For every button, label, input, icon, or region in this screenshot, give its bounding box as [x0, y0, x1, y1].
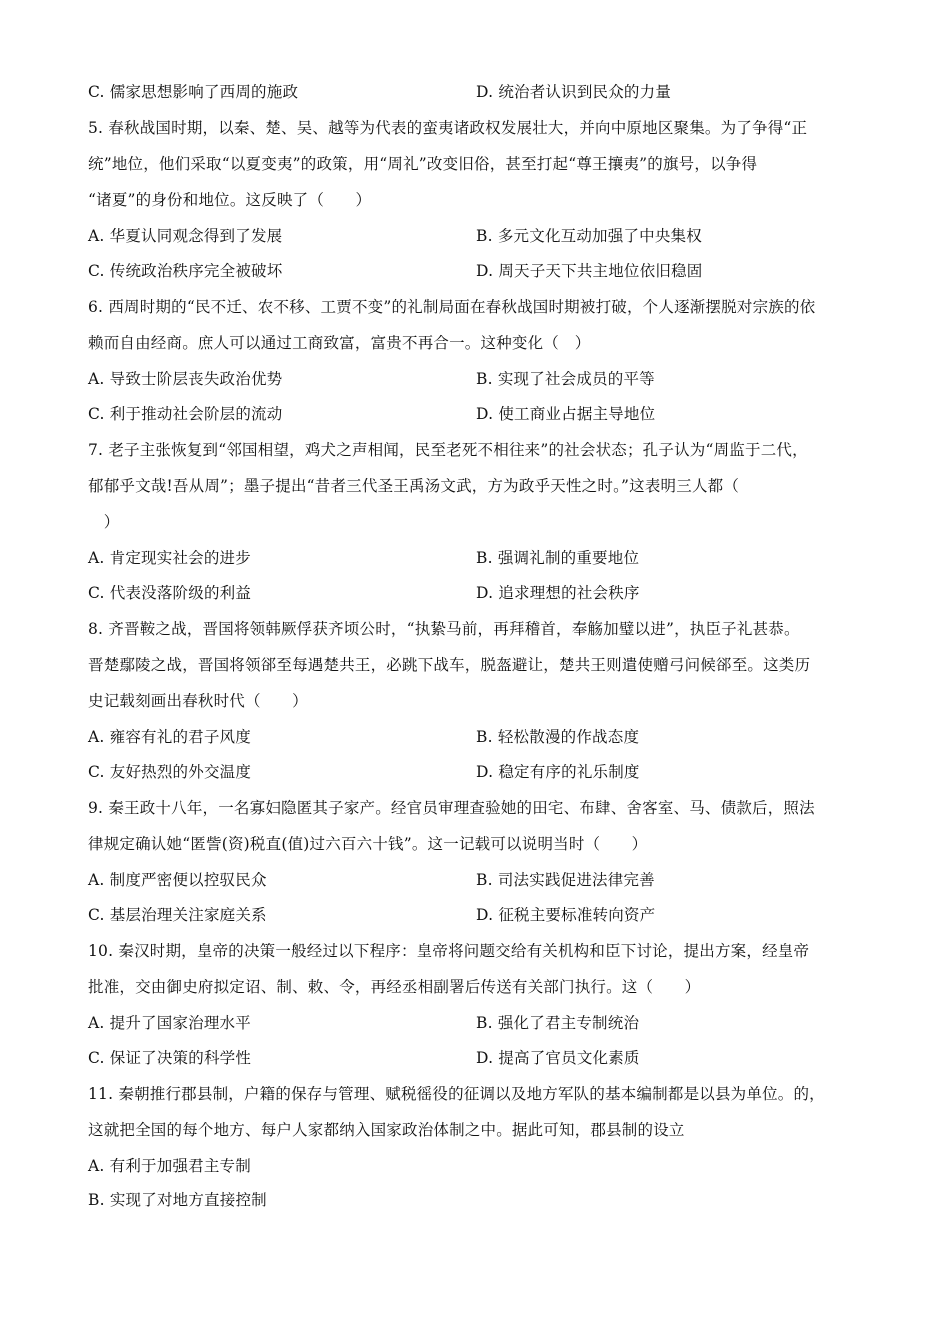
q7-stem-line-1: 7. 老子主张恢复到“邻国相望，鸡犬之声相闻，民至老死不相往来”的社会状态；孔子认为“周监于二代，: [88, 441, 808, 459]
q8-option-c: C. 友好热烈的外交温度: [88, 763, 252, 781]
q9-stem-line-1: 9. 秦王政十八年，一名寡妇隐匿其子家产。经官员审理查验她的田宅、布肆、舍客室、马、债款后，照法: [88, 799, 815, 817]
q8-stem-line-3: 史记载刻画出春秋时代（ ）: [88, 692, 308, 710]
q9-option-d: D. 征税主要标准转向资产: [476, 906, 656, 924]
q10-stem-line-2: 批准，交由御史府拟定诏、制、敕、令，再经丞相副署后传送有关部门执行。这（ ）: [88, 978, 701, 996]
q8-option-d: D. 稳定有序的礼乐制度: [476, 763, 640, 781]
q11-stem-line-2: 这就把全国的每个地方、每户人家都纳入国家政治体制之中。据此可知，郡县制的设立: [88, 1121, 685, 1139]
q6-stem-line-1: 6. 西周时期的“民不迁、农不移、工贾不变”的礼制局面在春秋战国时期被打破，个人逐渐摆脱对宗族的依: [88, 298, 816, 316]
q4-option-c: C. 儒家思想影响了西周的施政: [88, 83, 299, 101]
q10-option-b: B. 强化了君主专制统治: [476, 1014, 640, 1032]
q10-stem-line-1: 10. 秦汉时期，皇帝的决策一般经过以下程序：皇帝将问题交给有关机构和臣下讨论，提出方案，经皇帝: [88, 942, 810, 960]
q11-option-b: B. 实现了对地方直接控制: [88, 1191, 267, 1209]
q8-option-a: A. 雍容有礼的君子风度: [88, 728, 251, 746]
q8-option-b: B. 轻松散漫的作战态度: [476, 728, 640, 746]
q5-option-b: B. 多元文化互动加强了中央集权: [476, 227, 702, 245]
q5-option-a: A. 华夏认同观念得到了发展: [88, 227, 283, 245]
q7-option-c: C. 代表没落阶级的利益: [88, 584, 252, 602]
q4-option-d: D. 统治者认识到民众的力量: [476, 83, 672, 101]
q9-option-a: A. 制度严密便以控驭民众: [88, 871, 267, 889]
q6-option-c: C. 利于推动社会阶层的流动: [88, 405, 283, 423]
q9-stem-line-2: 律规定确认她“匿訾(资)税直(值)过六百六十钱”。这一记载可以说明当时（ ）: [88, 835, 648, 853]
q8-stem-line-1: 8. 齐晋鞍之战，晋国将领韩厥俘获齐顷公时，“执絷马前，再拜稽首，奉觞加璧以进”，执臣子礼甚恭。: [88, 620, 800, 638]
q11-option-a: A. 有利于加强君主专制: [88, 1157, 251, 1175]
q8-stem-line-2: 晋楚鄢陵之战，晋国将领郤至每遇楚共王，必跳下战车，脱盔避让，楚共王则遣使赠弓问候郤至。这类历: [88, 656, 811, 674]
q7-stem-line-2: 郁郁乎文哉!吾从周”；墨子提出“昔者三代圣王禹汤文武，方为政乎天性之时。”这表明三人都（: [88, 477, 740, 495]
q11-stem-line-1: 11. 秦朝推行郡县制，户籍的保存与管理、赋税徭役的征调以及地方军队的基本编制都是以县为单位。的，: [88, 1085, 825, 1103]
q9-option-b: B. 司法实践促进法律完善: [476, 871, 655, 889]
q9-option-c: C. 基层治理关注家庭关系: [88, 906, 267, 924]
q10-option-c: C. 保证了决策的科学性: [88, 1049, 252, 1067]
q5-stem-line-2: 统”地位，他们采取“以夏变夷”的政策，用“周礼”改变旧俗，甚至打起“尊王攘夷”的旗号，以争得: [88, 155, 758, 173]
q7-option-b: B. 强调礼制的重要地位: [476, 549, 640, 567]
q5-stem-line-1: 5. 春秋战国时期，以秦、楚、吴、越等为代表的蛮夷诸政权发展壮大，并向中原地区聚集。为了争得“正: [88, 119, 808, 137]
q10-option-a: A. 提升了国家治理水平: [88, 1014, 251, 1032]
q5-option-c: C. 传统政治秩序完全被破坏: [88, 262, 283, 280]
q6-stem-line-2: 赖而自由经商。庶人可以通过工商致富，富贵不再合一。这种变化（ ）: [88, 334, 591, 352]
q6-option-b: B. 实现了社会成员的平等: [476, 370, 655, 388]
q6-option-d: D. 使工商业占据主导地位: [476, 405, 656, 423]
q7-stem-line-3: ）: [88, 513, 120, 531]
q5-option-d: D. 周天子天下共主地位依旧稳固: [476, 262, 703, 280]
q6-option-a: A. 导致士阶层丧失政治优势: [88, 370, 283, 388]
q7-option-d: D. 追求理想的社会秩序: [476, 584, 640, 602]
q7-option-a: A. 肯定现实社会的进步: [88, 549, 251, 567]
q5-stem-line-3: “诸夏”的身份和地位。这反映了（ ）: [88, 191, 372, 209]
q10-option-d: D. 提高了官员文化素质: [476, 1049, 640, 1067]
